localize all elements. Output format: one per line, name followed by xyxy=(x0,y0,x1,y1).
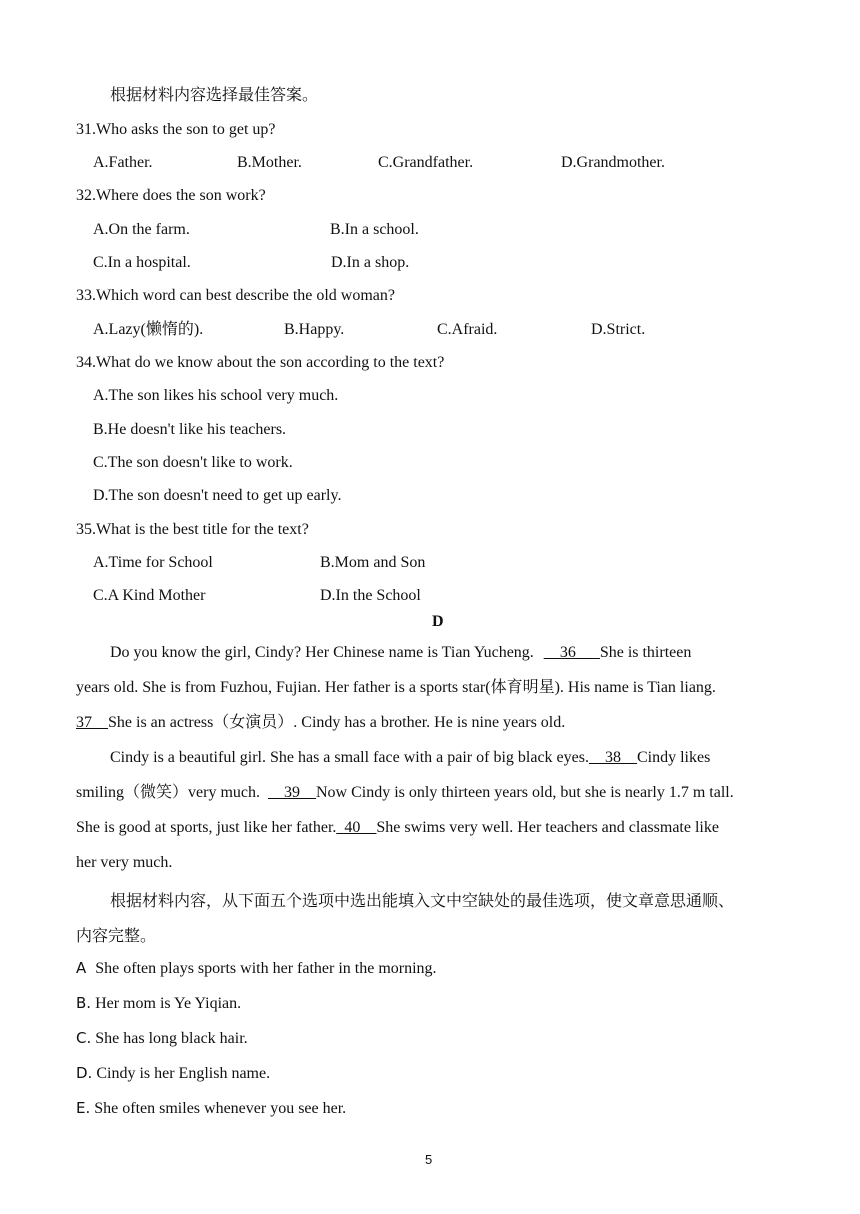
option-e xyxy=(76,1098,346,1119)
question-35-option-b: B.Mom and Son xyxy=(320,554,426,571)
question-33-option-c: C.Afraid. xyxy=(437,321,498,338)
page-number: 5 xyxy=(425,1152,433,1167)
blank-37: 37__ xyxy=(76,714,108,731)
option-letter: E. xyxy=(76,1099,91,1117)
question-32-option-d: D.In a shop. xyxy=(331,254,410,271)
passage-text: She is good at sports, just like her father. xyxy=(76,819,337,836)
passage-line: years old. She is from Fuzhou, Fujian. Her father is a sports star(体育明星). His name is Tian liang. xyxy=(76,679,716,696)
question-33-option-b: B.Happy. xyxy=(284,321,345,338)
question-31-stem: 31.Who asks the son to get up? xyxy=(76,121,276,138)
option-b xyxy=(76,993,241,1014)
option-text: Her mom is Ye Yiqian. xyxy=(95,995,242,1012)
question-34-option-a: A.The son likes his school very much. xyxy=(93,387,339,404)
question-32-stem: 32.Where does the son work? xyxy=(76,187,266,204)
blank-36: __36___ xyxy=(543,644,600,661)
question-32-option-a: A.On the farm. xyxy=(93,221,190,238)
passage-line xyxy=(76,713,565,733)
option-letter: B. xyxy=(76,994,92,1012)
passage-text: Cindy likes xyxy=(636,749,711,766)
passage-text: She swims very well. Her teachers and classmate like xyxy=(376,819,719,836)
passage-text: She is thirteen xyxy=(599,644,692,661)
option-c xyxy=(76,1028,248,1049)
question-34-option-b: B.He doesn't like his teachers. xyxy=(93,421,287,438)
question-33-option-a: A.Lazy(懒惰的). xyxy=(93,321,204,338)
question-31-option-a: A.Father. xyxy=(93,154,153,171)
question-35-option-c: C.A Kind Mother xyxy=(93,587,206,604)
passage-line xyxy=(76,818,719,838)
option-letter: A xyxy=(76,959,87,977)
question-32-option-c: C.In a hospital. xyxy=(93,254,191,271)
option-text: Cindy is her English name. xyxy=(96,1065,271,1082)
option-text: She often smiles whenever you see her. xyxy=(94,1100,347,1117)
question-35-option-a: A.Time for School xyxy=(93,554,213,571)
question-34-stem: 34.What do we know about the son according to the text? xyxy=(76,354,445,371)
question-31-option-c: C.Grandfather. xyxy=(378,154,474,171)
option-a xyxy=(76,958,437,979)
passage-text: Now Cindy is only thirteen years old, but she is nearly 1.7 m tall. xyxy=(316,784,734,801)
section-d-instruction: 内容完整。 xyxy=(76,928,157,945)
question-33-option-d: D.Strict. xyxy=(591,321,646,338)
question-34-option-c: C.The son doesn't like to work. xyxy=(93,454,293,471)
section-d-heading: D xyxy=(432,613,444,630)
question-32-option-b: B.In a school. xyxy=(330,221,419,238)
option-letter: C. xyxy=(76,1029,92,1047)
passage-text: Cindy is a beautiful girl. She has a small face with a pair of big black eyes. xyxy=(110,749,589,766)
passage-line xyxy=(76,783,734,803)
option-text: She often plays sports with her father in the morning. xyxy=(95,960,437,977)
section-c-instruction: 根据材料内容选择最佳答案。 xyxy=(110,87,319,104)
question-35-option-d: D.In the School xyxy=(320,587,421,604)
question-31-option-d: D.Grandmother. xyxy=(561,154,665,171)
question-31-option-b: B.Mother. xyxy=(237,154,302,171)
question-34-option-d: D.The son doesn't need to get up early. xyxy=(93,487,342,504)
passage-text: smiling（微笑）very much. xyxy=(76,784,260,801)
question-33-stem: 33.Which word can best describe the old woman? xyxy=(76,287,396,304)
section-d-instruction: 根据材料内容，从下面五个选项中选出能填入文中空缺处的最佳选项，使文章意思通顺、 xyxy=(110,893,735,910)
option-d xyxy=(76,1063,270,1084)
passage-line: her very much. xyxy=(76,854,173,871)
passage-text: Do you know the girl, Cindy? Her Chinese name is Tian Yucheng. xyxy=(110,644,534,661)
option-text: She has long black hair. xyxy=(95,1030,248,1047)
passage-line xyxy=(110,748,710,768)
option-letter: D. xyxy=(76,1064,93,1082)
question-35-stem: 35.What is the best title for the text? xyxy=(76,521,309,538)
blank-39: __39__ xyxy=(268,784,316,801)
blank-40: _40__ xyxy=(336,819,377,836)
passage-line xyxy=(110,643,691,663)
blank-38: __38__ xyxy=(588,749,637,766)
passage-text: She is an actress（女演员）. Cindy has a brother. He is nine years old. xyxy=(108,714,566,731)
